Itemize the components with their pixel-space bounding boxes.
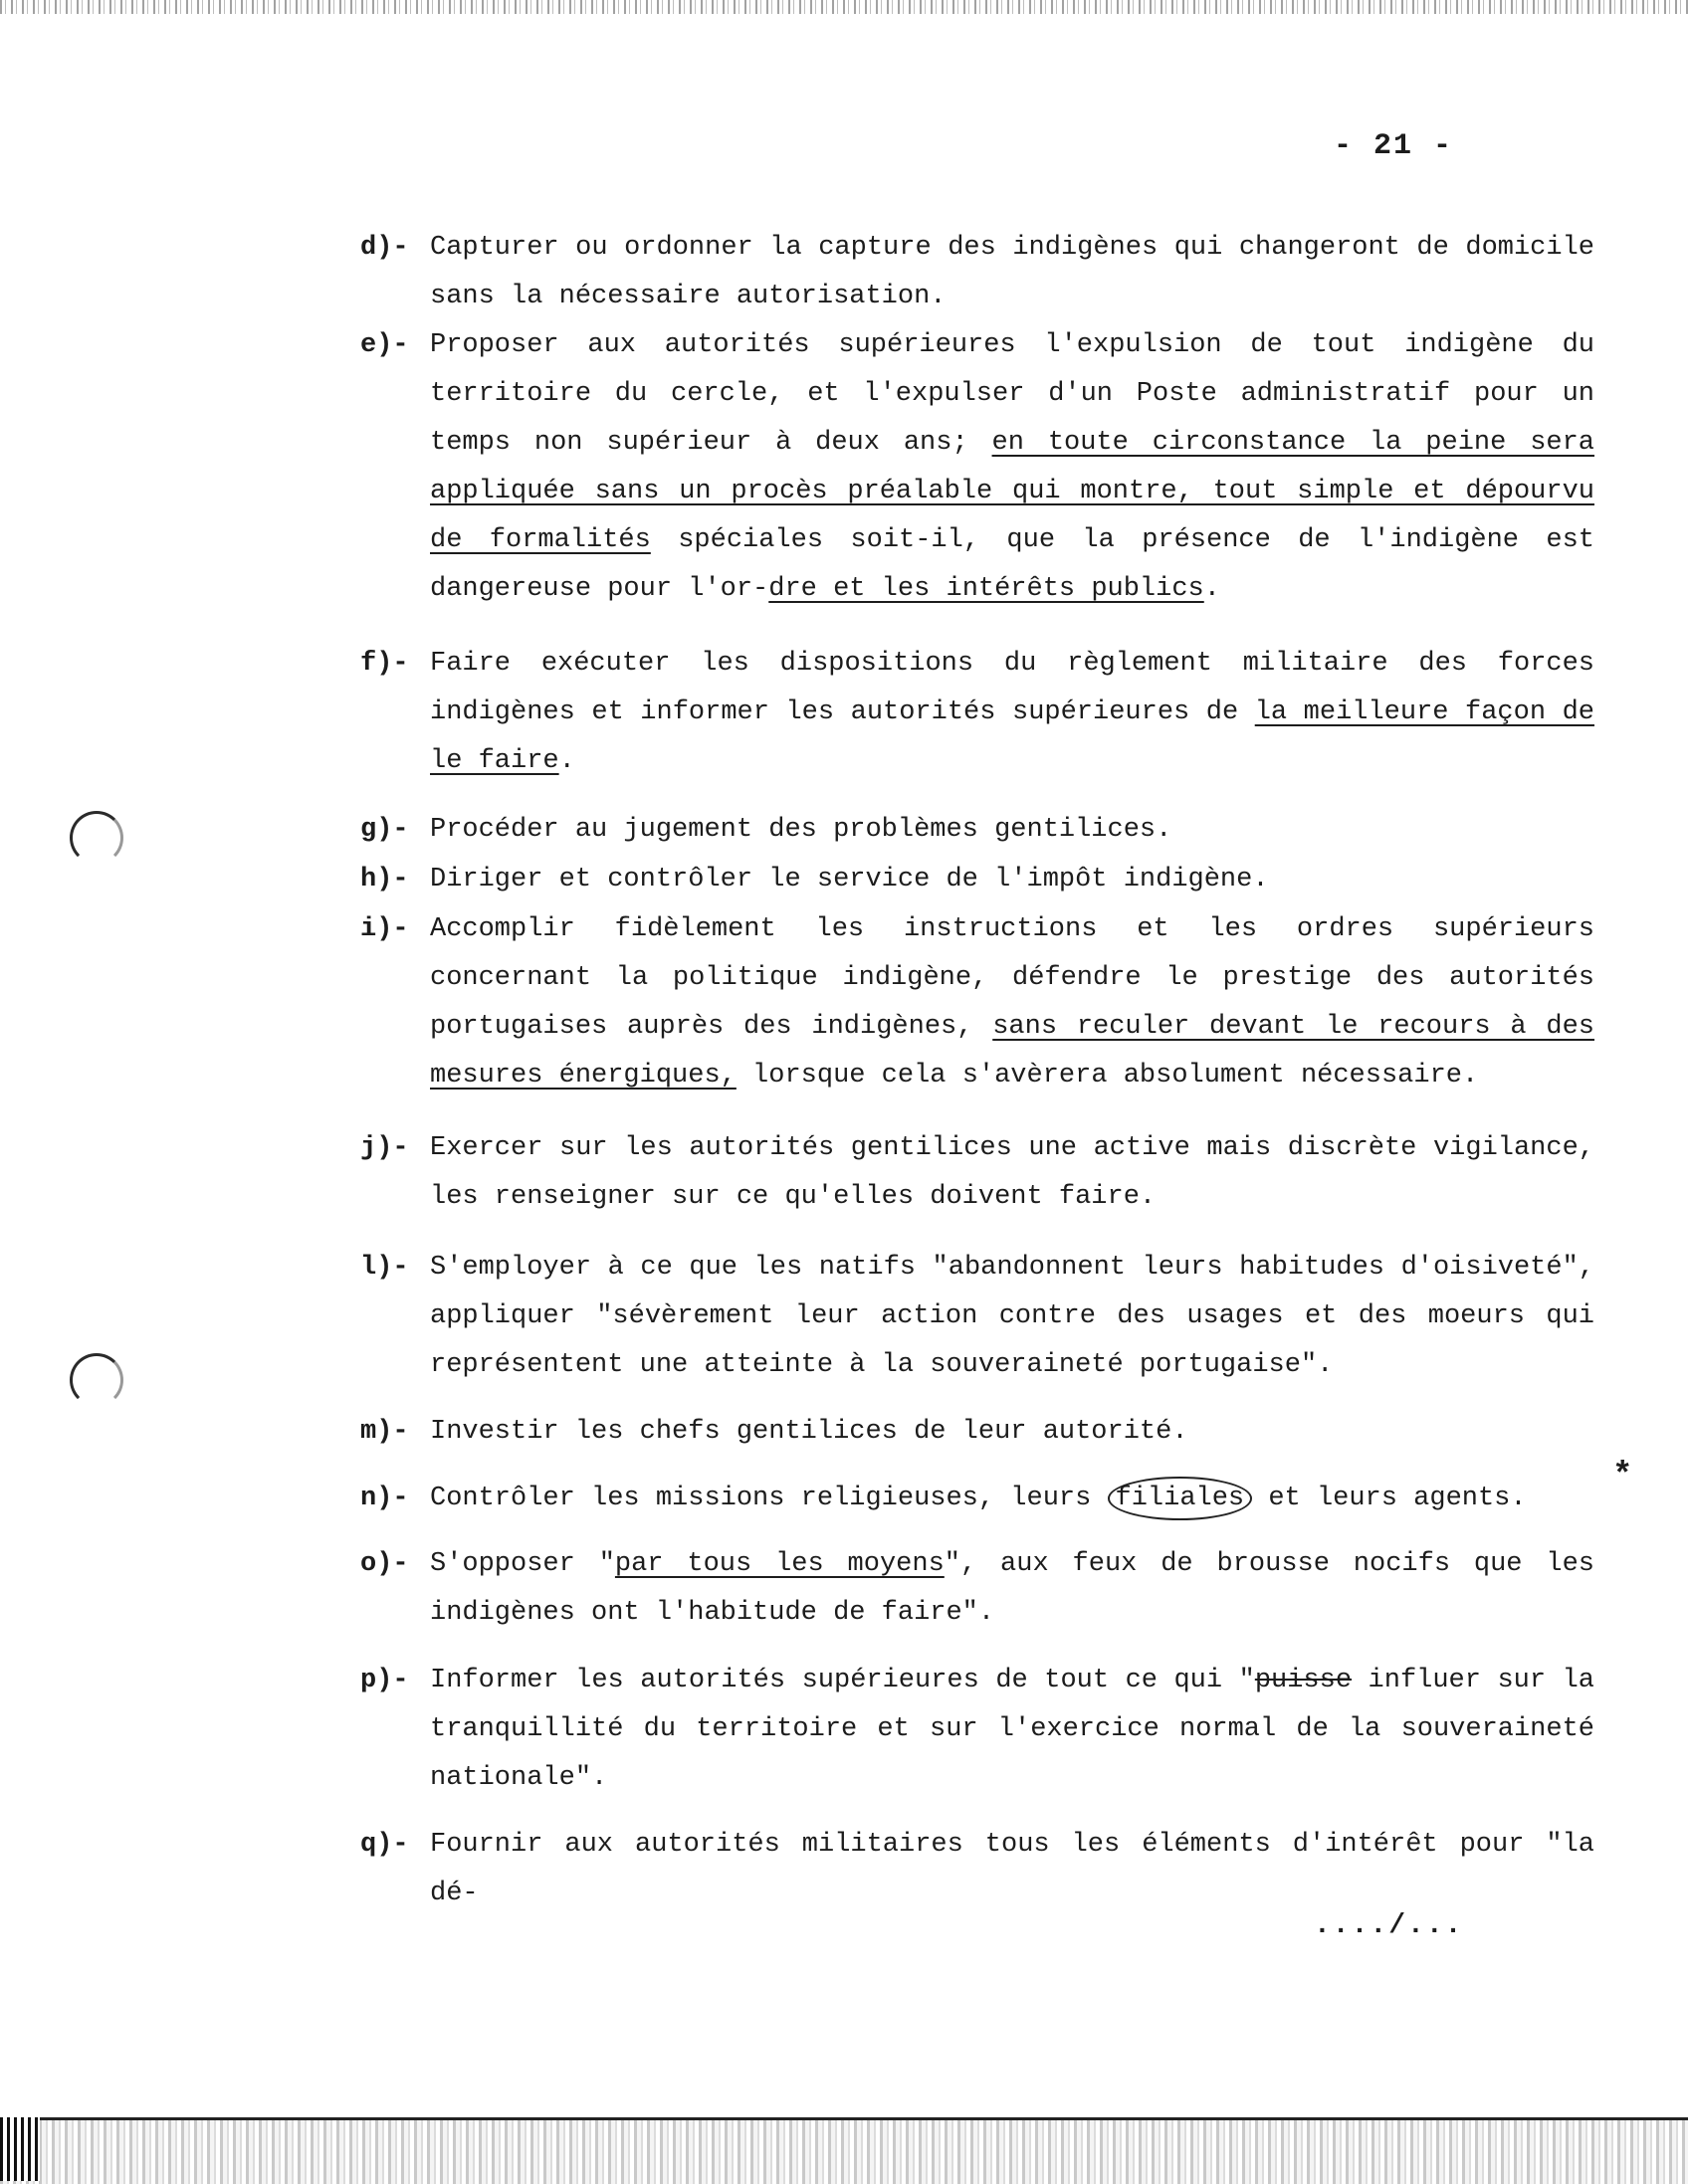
scan-edge-top [0,0,1688,14]
item-label: m)- [360,1417,409,1447]
item-label: j)- [360,1133,409,1163]
item-text: Capturer ou ordonner la capture des indigènes qui changeront de domicile sans la nécessaire autorisation. [430,233,1594,311]
item-label: l)- [360,1253,409,1283]
item-text: S'employer à ce que les natifs "abandonnent leurs habitudes d'oisiveté", appliquer "sévèrement leur action contre des usages et des moeurs qui représentent une atteinte à la souveraineté portugaise". [430,1253,1594,1380]
underlined-passage: dre et les intérêts publics [768,574,1204,604]
item-text: Proposer aux autorités supérieures l'expulsion de tout indigène du territoire du cercle, et l'expulser d'un Poste administratif pour un temps non supérieur à deux ans; en toute circonstance la peine sera appliquée sans un procès préalable qui montre, tout simple et dépourvu de formalités spéciales soit-il, que la présence de l'indigène est dangereuse pour l'or-dre et les intérêts publics. [430,330,1595,604]
list-item-o [360,1540,1594,1638]
list-item-f [360,640,1594,786]
item-label: f)- [360,649,409,679]
list-item-j [360,1124,1594,1222]
list-item-d [360,224,1594,321]
item-text: Diriger et contrôler le service de l'impôt indigène. [430,865,1269,894]
item-text: Procéder au jugement des problèmes gentilices. [430,815,1172,845]
list-item-l [360,1244,1594,1390]
item-text: Faire exécuter les dispositions du règlement militaire des forces indigènes et informer les autorités supérieures de la meilleure façon de le faire. [430,649,1594,776]
underlined-passage: par tous les moyens [614,1549,945,1579]
item-label: i)- [360,914,409,944]
item-label: n)- [360,1484,409,1513]
item-text: Investir les chefs gentilices de leur autorité. [430,1417,1188,1447]
item-text: Contrôler les missions religieuses, leurs filiales et leurs agents. [430,1475,1594,1523]
list-item-g [360,806,1594,855]
item-text: Exercer sur les autorités gentilices une active mais discrète vigilance, les renseigner sur ce qu'elles doivent faire. [430,1133,1594,1212]
scan-edge-bottom [0,2117,1688,2184]
item-label: e)- [360,330,409,360]
punch-hole-icon [70,1353,123,1407]
list-item-i [360,905,1594,1100]
item-label: p)- [360,1666,409,1695]
continuation-marker: ..../... [1314,1910,1464,1941]
underlined-passage: en toute circonstance la peine sera appliquée sans un procès préalable qui montre, tout simple et dépourvu de formalités [430,428,1595,555]
underlined-passage: sans reculer devant le recours à des mesures énergiques, [430,1012,1595,1091]
item-label: g)- [360,815,409,845]
scan-edge-binding [0,2117,40,2181]
item-text: Accomplir fidèlement les instructions et les ordres supérieurs concernant la politique indigène, défendre le prestige des autorités portugaises auprès des indigènes, sans reculer devant le recours à des mesures énergiques, lorsque cela s'avèrera absolument nécessaire. [430,914,1595,1091]
item-text: S'opposer "par tous les moyens", aux feux de brousse nocifs que les indigènes ont l'habitude de faire". [430,1549,1594,1628]
item-label: q)- [360,1830,409,1860]
item-label: h)- [360,865,409,894]
punch-hole-icon [70,811,123,865]
underlined-passage: la meilleure façon de le faire [430,697,1594,776]
item-label: o)- [360,1549,409,1579]
list-item-e [360,321,1594,614]
list-item-m [360,1408,1594,1457]
list-item-n [360,1475,1594,1523]
struck-word: puisse [1254,1666,1353,1695]
page-number: - 21 - [1334,129,1454,163]
list-item-q [360,1821,1594,1918]
item-label: d)- [360,233,409,263]
item-text: Informer les autorités supérieures de tout ce qui "puisse influer sur la tranquillité du territoire et sur l'exercice normal de la souveraineté nationale". [430,1666,1594,1793]
list-item-p [360,1657,1594,1803]
circled-word: filiales [1108,1477,1253,1520]
list-item-h [360,856,1594,904]
item-text: Fournir aux autorités militaires tous les éléments d'intérêt pour "la dé- [430,1830,1594,1908]
margin-asterisk: * [1612,1458,1633,1495]
